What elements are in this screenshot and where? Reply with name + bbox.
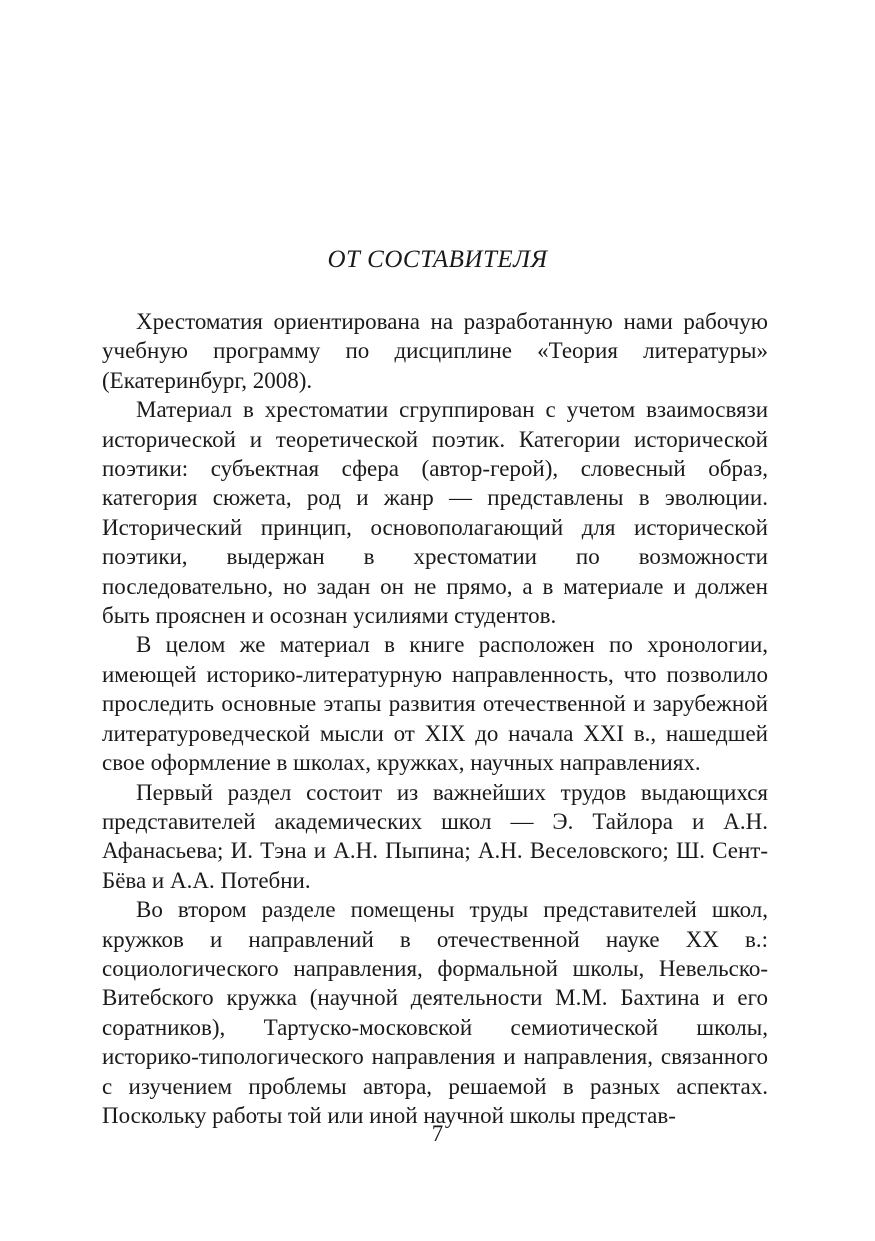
page-number: 7 [431, 1121, 444, 1146]
paragraph-4: Первый раздел состоит из важнейших трудов выдающихся представителей академических школ — Э. Тайлора и А.Н. Афанасьева; И. Тэна и А.Н. Пыпина; А.Н. Веселовского; Ш. Сент-Бёва и А.А. Потебни. [102, 779, 768, 893]
section-title: ОТ СОСТАВИТЕЛЯ [327, 246, 548, 273]
paragraph-2: Материал в хрестоматии сгруппирован с учетом взаимосвязи исторической и теоретической поэтик. Категории исторической поэтики: субъектная сфера (автор-герой), словесный образ, категория сюжета, род и жанр — представлены в эволюции. Исторический принцип, основополагающий для исторической поэтики, выдержан в хрестоматии по возможности последовательно, но задан он не прямо, а в материале и должен быть прояснен и осознан усилиями студентов. [102, 397, 768, 629]
body-text [102, 307, 768, 1130]
paragraph-5: Во втором разделе помещены труды представителей школ, кружков и направлений в отечественной науке XX в.: социологического направления, формальной школы, Невельско-Витебского кружка (научной деятельности М.М. Бахтина и его соратников), Тартуско-московской семиотической школы, историко-типологического направления и направления, связанного с изучением проблемы автора, решаемой в разных аспектах. Поскольку работы той или иной научной школы представ- [102, 897, 768, 1128]
paragraph-3: В целом же материал в книге расположен по хронологии, имеющей историко-литературную направленность, что позволило проследить основные этапы развития отечественной и зарубежной литературоведческой мысли от XIX до начала XXI в., нашедшей свое оформление в школах, кружках, научных направлениях. [102, 632, 768, 776]
paragraph-1: Хрестоматия ориентирована на разработанную нами рабочую учебную программу по дисциплине «Теория литературы» (Екатеринбург, 2008). [102, 309, 768, 393]
